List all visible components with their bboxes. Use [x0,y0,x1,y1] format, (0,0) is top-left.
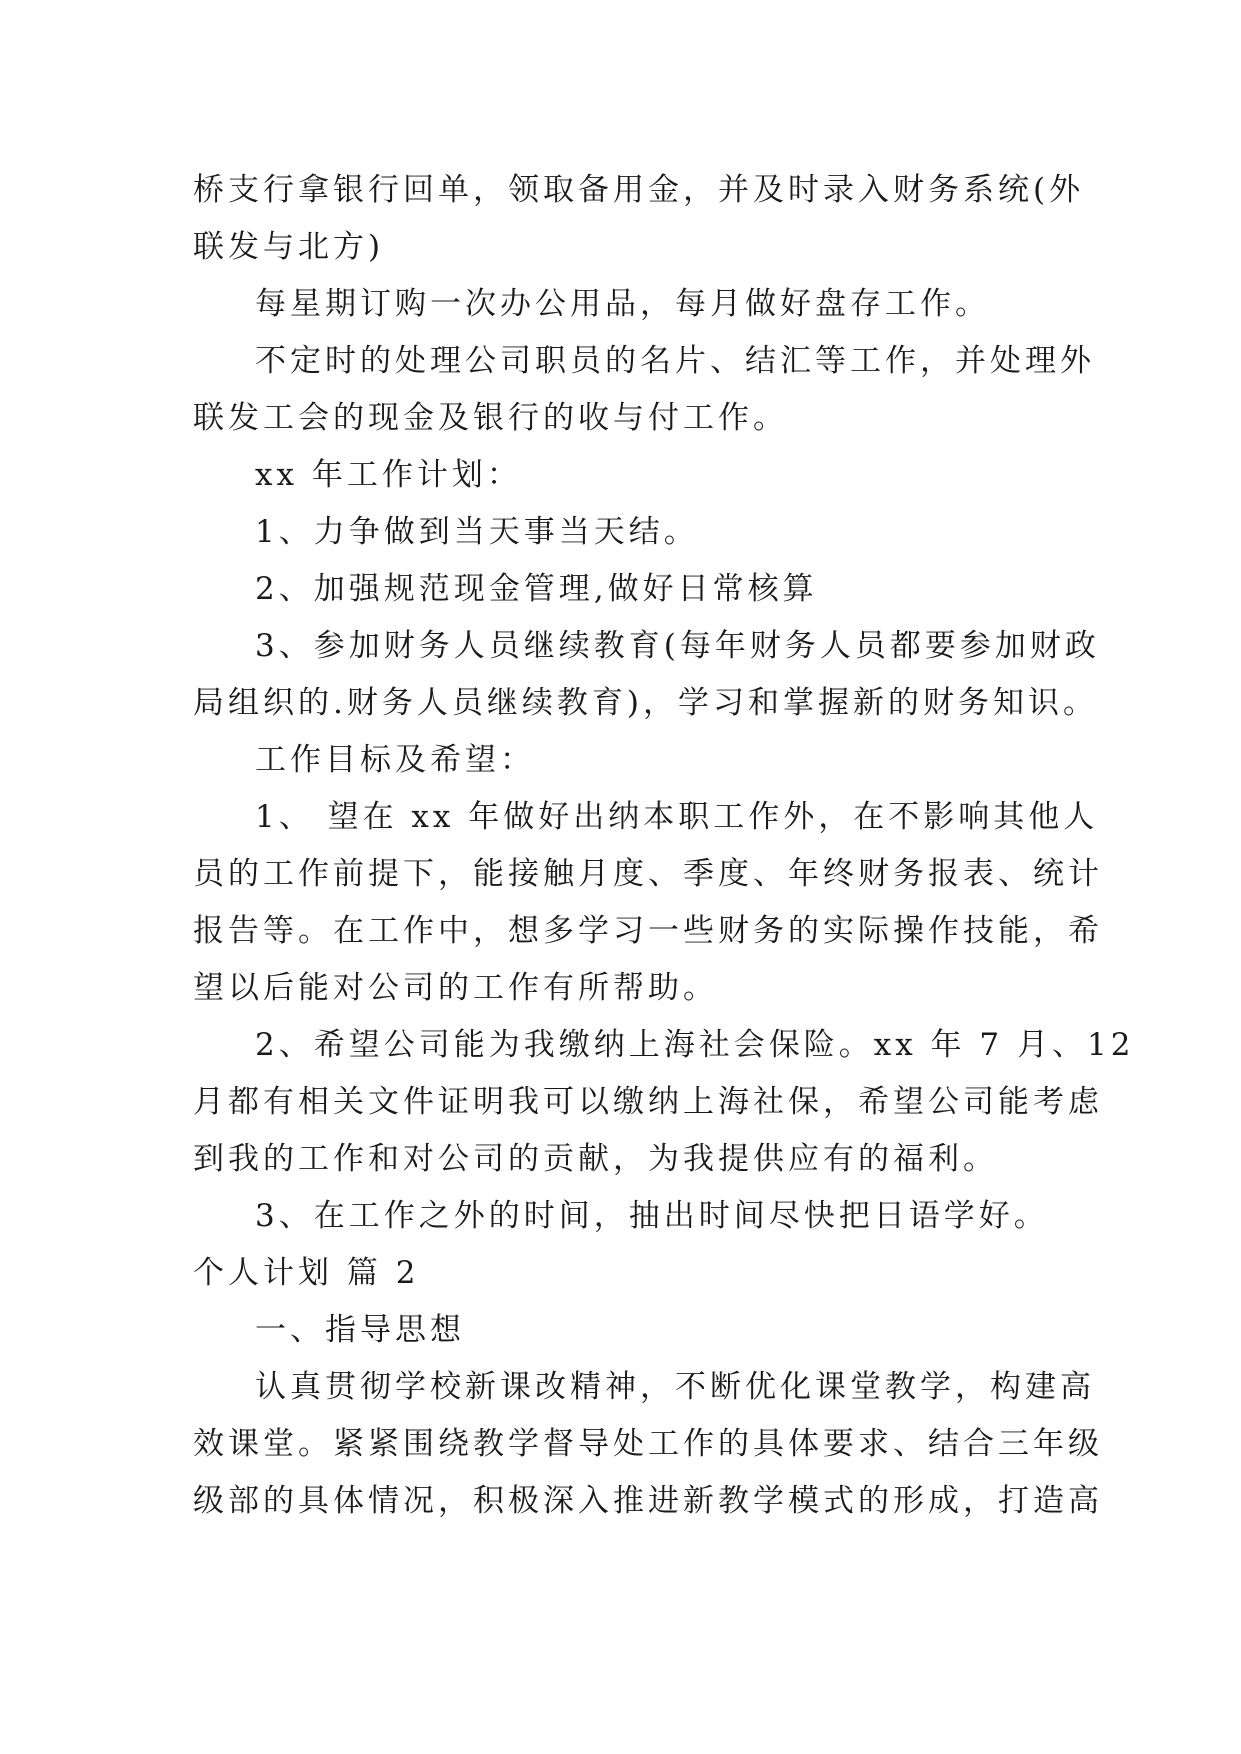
text-line: 员的工作前提下，能接触月度、季度、年终财务报表、统计 [193,856,1103,892]
text-line: 联发与北方) [193,229,385,265]
list-item: 1、力争做到当天事当天结。 [255,514,699,550]
text-line: 报告等。在工作中，想多学习一些财务的实际操作技能，希 [193,913,1103,949]
article-title: 个人计划 篇 2 [193,1255,420,1291]
section-heading: xx 年工作计划： [255,457,522,493]
text-line: 级部的具体情况，积极深入推进新教学模式的形成，打造高 [193,1483,1103,1519]
list-item: 2、加强规范现金管理,做好日常核算 [255,571,818,607]
list-item: 1、 望在 xx 年做好出纳本职工作外，在不影响其他人 [255,799,1099,835]
list-item: 2、希望公司能为我缴纳上海社会保险。xx 年 7 月、12 [255,1027,1135,1063]
text-line: 桥支行拿银行回单，领取备用金，并及时录入财务系统(外 [193,172,1085,208]
list-item: 3、参加财务人员继续教育(每年财务人员都要参加财政 [255,628,1100,664]
list-item: 3、在工作之外的时间，抽出时间尽快把日语学好。 [255,1198,1049,1234]
text-line: 每星期订购一次办公用品，每月做好盘存工作。 [255,286,990,322]
text-line: 联发工会的现金及银行的收与付工作。 [193,400,788,436]
text-line: 月都有相关文件证明我可以缴纳上海社保，希望公司能考虑 [193,1084,1103,1120]
text-line: 不定时的处理公司职员的名片、结汇等工作，并处理外 [255,343,1095,379]
section-heading: 工作目标及希望： [255,742,535,778]
section-heading: 一、指导思想 [255,1312,465,1348]
text-line: 效课堂。紧紧围绕教学督导处工作的具体要求、结合三年级 [193,1426,1103,1462]
text-line: 局组织的.财务人员继续教育)，学习和掌握新的财务知识。 [193,685,1098,721]
text-line: 认真贯彻学校新课改精神，不断优化课堂教学，构建高 [255,1369,1095,1405]
text-line: 望以后能对公司的工作有所帮助。 [193,970,718,1006]
text-line: 到我的工作和对公司的贡献，为我提供应有的福利。 [193,1141,998,1177]
document-body [193,162,1135,1530]
